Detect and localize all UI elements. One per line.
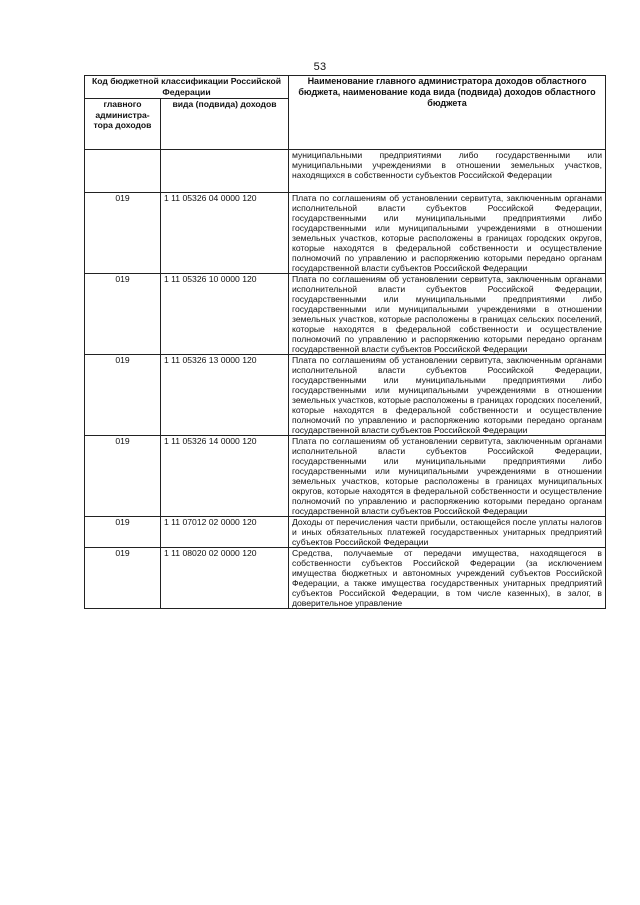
code-cell: 1 11 05326 13 0000 120 [161, 355, 289, 436]
code-cell [161, 150, 289, 193]
name-cell: Средства, получаемые от передачи имущества, находящегося в собственности субъектов Российской Федерации (за исключением имущества бюджетных и автономных учреждений субъектов Российской Федерации, а также имущества государственных унитарных предприятий субъектов Российской Федерации, в том числе казенных), в залог, в доверительное управление [289, 548, 606, 609]
table-row [85, 193, 606, 274]
name-cell: Плата по соглашениям об установлении сервитута, заключенным органами исполнительной власти субъектов Российской Федерации, государственными или муниципальными предприятиями либо государственными или муниципальными учреждениями в отношении земельных участков, которые расположены в границах сельских поселений, которые находятся в федеральной собственности и осуществление полномочий по управлению и распоряжению которыми передано органам государственной власти субъектов Российской Федерации [289, 274, 606, 355]
page-number: 53 [313, 61, 327, 73]
code-cell: 1 11 05326 14 0000 120 [161, 436, 289, 517]
table-row [85, 355, 606, 436]
revenue-classification-table [84, 75, 606, 609]
admin-cell: 019 [85, 355, 161, 436]
code-cell: 1 11 05326 04 0000 120 [161, 193, 289, 274]
name-cell: муниципальными предприятиями либо государственными или муниципальными учреждениями в отношении земельных участков, находящихся в собственности субъектов Российской Федерации [289, 150, 606, 193]
admin-column-header: главного администра-тора доходов [85, 99, 161, 150]
code-cell: 1 11 07012 02 0000 120 [161, 517, 289, 548]
table-row [85, 436, 606, 517]
table-row [85, 274, 606, 355]
kind-column-header: вида (подвида) доходов [161, 99, 289, 150]
admin-cell [85, 150, 161, 193]
admin-cell: 019 [85, 517, 161, 548]
admin-cell: 019 [85, 436, 161, 517]
name-cell: Плата по соглашениям об установлении сервитута, заключенным органами исполнительной власти субъектов Российской Федерации, государственными или муниципальными предприятиями либо государственными или муниципальными учреждениями в отношении земельных участков, которые расположены в границах городских поселений, которые находятся в федеральной собственности и осуществление полномочий по управлению и распоряжению которыми передано органам государственной власти субъектов Российской Федерации [289, 355, 606, 436]
table-row [85, 517, 606, 548]
budget-classification-header: Код бюджетной классификации Российской Федерации [85, 76, 289, 99]
name-cell: Доходы от перечисления части прибыли, остающейся после уплаты налогов и иных обязательных платежей государственных унитарных предприятий субъектов Российской Федерации [289, 517, 606, 548]
table-row [85, 548, 606, 609]
name-cell: Плата по соглашениям об установлении сервитута, заключенным органами исполнительной власти субъектов Российской Федерации, государственными или муниципальными предприятиями либо государственными или муниципальными учреждениями в отношении земельных участков, которые расположены в границах муниципальных округов, которые находятся в федеральной собственности и осуществление полномочий по управлению и распоряжению которыми передано органам государственной власти субъектов Российской Федерации [289, 436, 606, 517]
name-cell: Плата по соглашениям об установлении сервитута, заключенным органами исполнительной власти субъектов Российской Федерации, государственными или муниципальными предприятиями либо государственными или муниципальными учреждениями в отношении земельных участков, которые расположены в границах городских округов, которые находятся в федеральной собственности и осуществление полномочий по управлению и распоряжению которыми передано органам государственной власти субъектов Российской Федерации [289, 193, 606, 274]
admin-cell: 019 [85, 274, 161, 355]
code-cell: 1 11 08020 02 0000 120 [161, 548, 289, 609]
code-cell: 1 11 05326 10 0000 120 [161, 274, 289, 355]
admin-cell: 019 [85, 193, 161, 274]
admin-cell: 019 [85, 548, 161, 609]
name-column-header: Наименование главного администратора доходов областного бюджета, наименование кода вида (подвида) доходов областного бюджета [289, 76, 606, 150]
table-row-continuation [85, 150, 606, 193]
